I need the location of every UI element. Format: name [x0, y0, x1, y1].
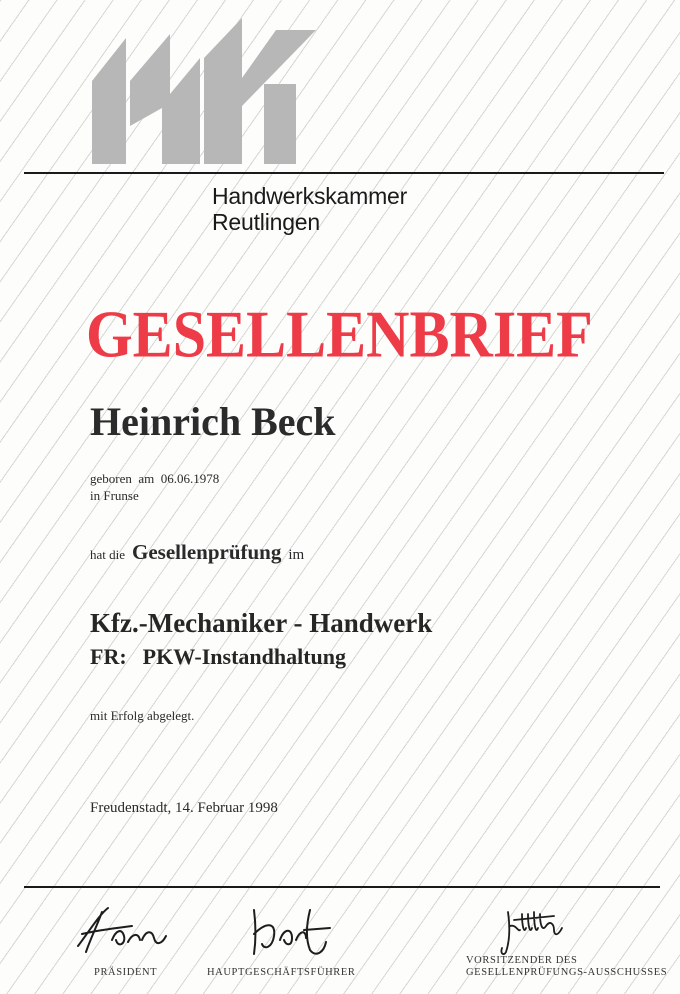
holder-name: Heinrich Beck: [90, 399, 336, 444]
organization-name: [212, 183, 407, 235]
place-and-date: Freudenstadt, 14. Februar 1998: [90, 800, 278, 816]
organization-line-2: Reutlingen: [212, 209, 320, 235]
trade-name: Kfz.-Mechaniker - Handwerk: [90, 608, 433, 638]
committee-chair-caption: [466, 955, 667, 979]
managing-director-signature-icon: [246, 900, 336, 960]
document-title: GESELLENBRIEF: [86, 297, 593, 372]
bottom-divider: [24, 886, 660, 888]
chamber-logo-icon: [92, 18, 332, 168]
born-prefix: geboren: [90, 471, 132, 486]
exam-suffix: im: [288, 547, 305, 563]
managing-director-caption: HAUPTGESCHÄFTSFÜHRER: [207, 967, 356, 978]
exam-line: [90, 540, 304, 565]
exam-name: Gesellenprüfung: [132, 540, 282, 564]
committee-chair-line-2: GESELLENPRÜFUNGS-AUSSCHUSSES: [466, 967, 668, 978]
organization-line-1: Handwerkskammer: [212, 183, 408, 209]
fr-label: FR:: [90, 644, 127, 669]
specialization: PKW-Instandhaltung: [142, 644, 347, 669]
committee-chair-signature-icon: [496, 906, 576, 958]
born-place: in Frunse: [90, 488, 139, 503]
birth-date-line: [90, 470, 219, 487]
born-am: am: [138, 471, 155, 486]
president-caption: PRÄSIDENT: [94, 967, 158, 978]
top-divider: [24, 172, 664, 174]
specialization-line: [90, 644, 346, 670]
exam-result: mit Erfolg abgelegt.: [90, 708, 195, 723]
president-signature-icon: [72, 900, 172, 960]
birth-info: [90, 470, 219, 504]
logo-shapes: [92, 18, 316, 164]
born-date: 06.06.1978: [160, 471, 220, 486]
exam-prefix: hat die: [90, 547, 126, 562]
committee-chair-line-1: VORSITZENDER DES: [466, 955, 578, 966]
